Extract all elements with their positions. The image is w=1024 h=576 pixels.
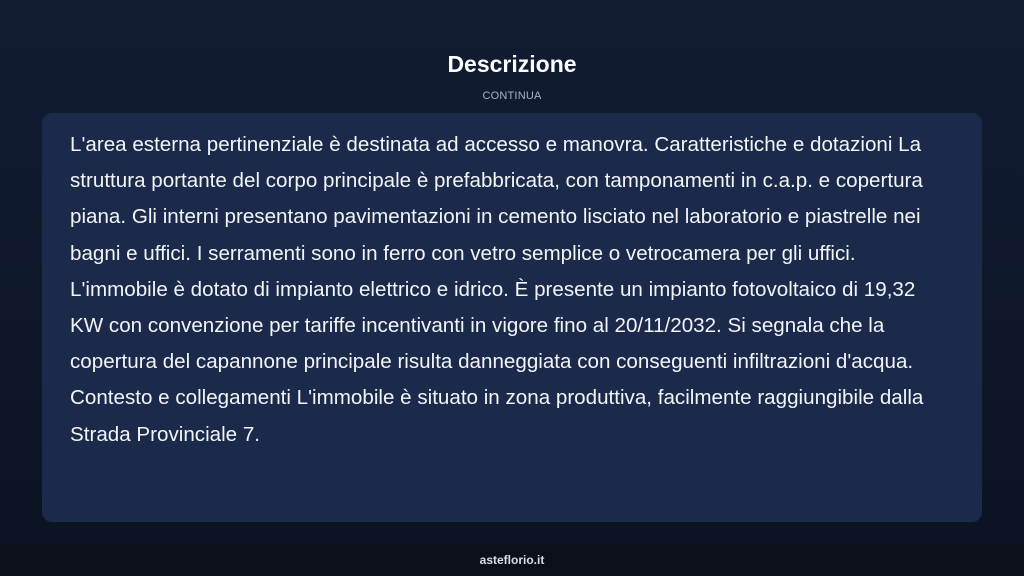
- page-title: Descrizione: [447, 51, 577, 77]
- description-card: [42, 113, 982, 522]
- description-text: L'area esterna pertinenziale è destinata ad accesso e manovra. Caratteristiche e dotazioni La struttura portante del corpo principale è prefabbricata, con tamponamenti in c.a.p. e copertura piana. Gli interni presentano pavimentazioni in cemento lisciato nel laboratorio e piastrelle nei bagni e uffici. I serramenti sono in ferro con vetro semplice o vetrocamera per gli uffici. L'immobile è dotato di impianto elettrico e idrico. È presente un impianto fotovoltaico di 19,32 KW con convenzione per tariffe incentivanti in vigore fino al 20/11/2032. Si segnala che la copertura del capannone principale risulta danneggiata con conseguenti infiltrazioni d'acqua. Contesto e collegamenti L'immobile è situato in zona produttiva, facilmente raggiungibile dalla Strada Provinciale 7.: [70, 133, 924, 446]
- footer-site-name: asteflorio.it: [0, 544, 1024, 576]
- continue-link[interactable]: CONTINUA: [482, 90, 542, 102]
